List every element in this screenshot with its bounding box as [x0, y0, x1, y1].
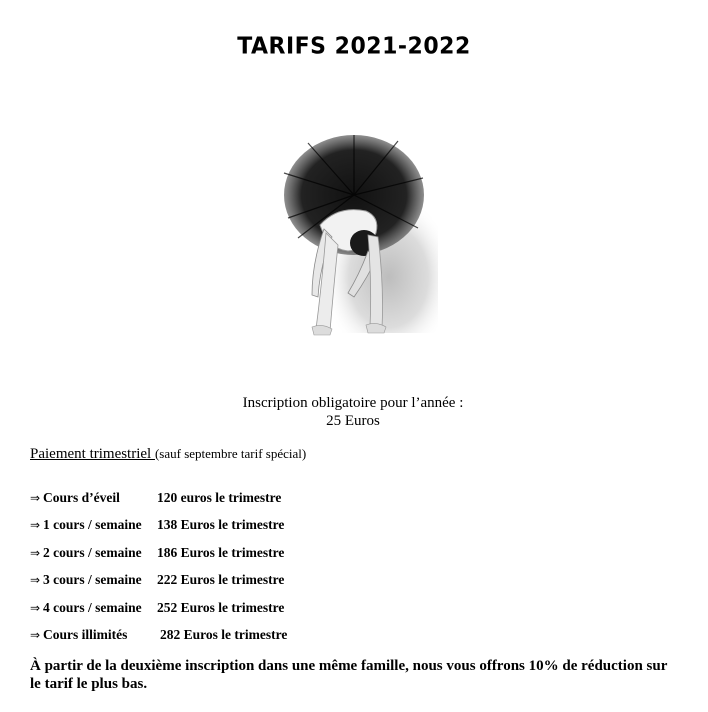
rate-row	[30, 627, 288, 643]
rate-label: 4 cours / semaine	[43, 600, 142, 615]
arrow-icon: ⇒	[30, 628, 41, 642]
inscription-label: Inscription obligatoire pour l’année :	[242, 395, 464, 411]
rate-price: 222 Euros le trimestre	[157, 572, 285, 587]
page-title: TARIFS 2021-2022	[237, 33, 471, 60]
rate-row	[30, 572, 285, 588]
paiement-label: Paiement trimestriel	[30, 446, 155, 462]
rate-label: 2 cours / semaine	[43, 545, 142, 560]
rate-price: 186 Euros le trimestre	[157, 545, 285, 560]
arrow-icon: ⇒	[30, 573, 41, 587]
inscription-block	[180, 394, 526, 430]
rate-price: 252 Euros le trimestre	[157, 600, 285, 615]
arrow-icon: ⇒	[30, 601, 41, 615]
arrow-icon: ⇒	[30, 546, 41, 560]
rate-row	[30, 517, 285, 533]
rate-label: 1 cours / semaine	[43, 517, 142, 532]
rate-row	[30, 545, 285, 561]
arrow-icon: ⇒	[30, 491, 41, 505]
rate-label: 3 cours / semaine	[43, 572, 142, 587]
family-discount-note: À partir de la deuxième inscription dans une même famille, nous vous offrons 10% de réduction sur le tarif le plus bas.	[30, 658, 668, 692]
rate-label: Cours d’éveil	[43, 490, 120, 505]
ballerina-photo	[268, 133, 438, 339]
paiement-note: (sauf septembre tarif spécial)	[154, 446, 307, 461]
rate-row	[30, 600, 285, 616]
rate-price: 120 euros le trimestre	[157, 490, 282, 505]
rate-price: 282 Euros le trimestre	[160, 627, 288, 642]
paiement-heading	[30, 446, 306, 463]
rate-price: 138 Euros le trimestre	[157, 517, 285, 532]
rate-label: Cours illimités	[43, 627, 128, 642]
inscription-price: 25 Euros	[326, 413, 380, 429]
rate-row	[30, 490, 282, 506]
arrow-icon: ⇒	[30, 518, 41, 532]
